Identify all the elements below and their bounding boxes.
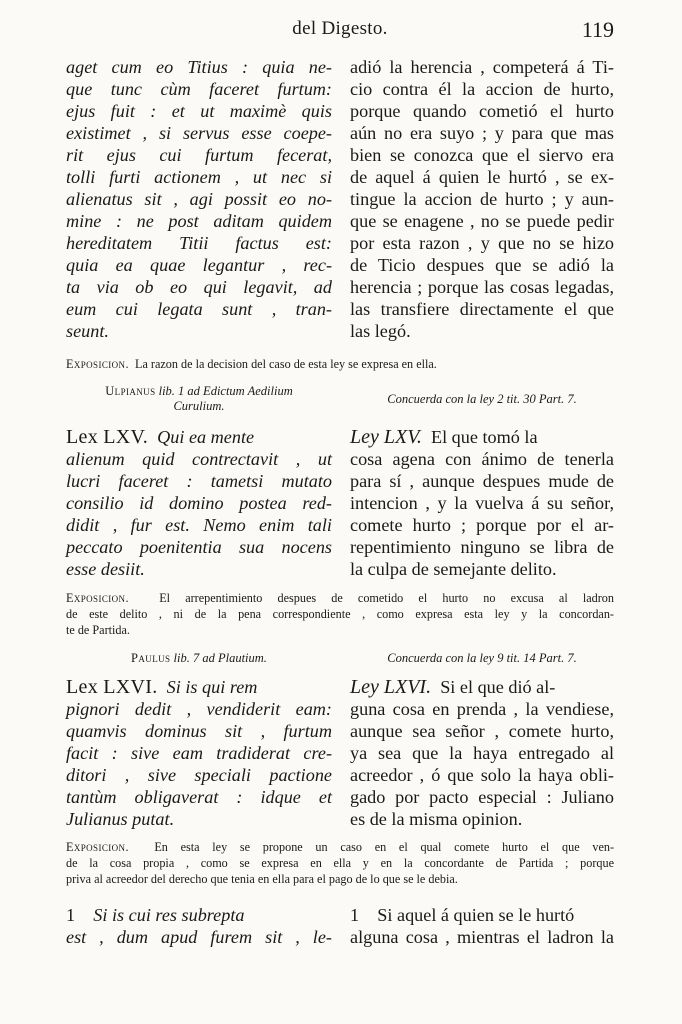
latin-line: pignori dedit , vendiderit eam: xyxy=(66,699,332,719)
source-citation-spanish: Concuerda con la ley 2 tit. 30 Part. 7. xyxy=(387,392,577,406)
exposition-label: Exposicion. xyxy=(66,840,129,854)
exposition-line: priva al acreedor del derecho que tenia en ella para el pago de lo que se le debia. xyxy=(66,872,458,886)
latin-line: aget cum eo Titius : quia ne- xyxy=(66,57,332,77)
spanish-line: guna cosa en prenda , la vendiese, xyxy=(350,699,614,719)
spanish-line: cio contra él la accion de hurto, xyxy=(350,79,614,99)
spanish-line: ya sea que la haya entregado al xyxy=(350,743,614,763)
latin-line: Lex LXVI. Si is qui rem xyxy=(66,676,258,698)
spanish-line: cosa agena con ánimo de tenerla xyxy=(350,449,614,469)
spanish-line: de Ticio despues que se adió la xyxy=(350,255,614,275)
spanish-line: para sí , aunque despues mude de xyxy=(350,471,614,491)
latin-column-paragraph-1 xyxy=(66,904,332,948)
spanish-line: las transfiere directamente el que xyxy=(350,299,614,319)
lex-label: Lex LXV. xyxy=(66,426,149,448)
latin-line: que tunc cùm faceret furtum: xyxy=(66,79,332,99)
spanish-line: que se enagene , no se puede pedir xyxy=(350,211,614,231)
latin-line: ditori , sive speciali pactione xyxy=(66,765,332,785)
ley-label: Ley LXV. xyxy=(350,426,422,448)
spanish-line: por esta razon , y que no se hizo xyxy=(350,233,614,253)
latin-line: ejus fuit : et ut maximè quis xyxy=(66,101,332,121)
source-citation-latin: Ulpianus lib. 1 ad Edictum Aedilium Curulium. xyxy=(105,384,293,413)
exposition-note xyxy=(66,839,614,887)
spanish-line: acreedor , ó que solo la haya obli- xyxy=(350,765,614,785)
spanish-column-ley-65 xyxy=(350,426,614,580)
latin-line: tolli furti actionem , ut nec si xyxy=(66,167,332,187)
spanish-line: alguna cosa , mientras el ladron la xyxy=(350,927,614,947)
latin-line: facit : sive eam tradiderat cre- xyxy=(66,743,332,763)
lex-label: Lex LXVI. xyxy=(66,676,158,698)
spanish-line: adió la herencia , competerá á Ti- xyxy=(350,57,614,77)
latin-line: Lex LXV. Qui ea mente xyxy=(66,426,255,448)
latin-line: Julianus putat. xyxy=(66,809,175,829)
latin-line: mine : ne post aditam quidem xyxy=(66,211,332,231)
paragraph-number: 1 xyxy=(350,905,360,925)
spanish-column-ley-66 xyxy=(350,676,614,830)
spanish-column-paragraph-1 xyxy=(350,904,614,948)
exposition-line: de este delito , ni de la pena correspondiente , como expresa esta ley y la concordan- xyxy=(66,607,614,621)
spanish-line: es de la misma opinion. xyxy=(350,809,523,829)
source-citation-spanish: Concuerda con la ley 9 tit. 14 Part. 7. xyxy=(387,651,577,665)
spanish-line: aún no era suyo ; y para que mas xyxy=(350,123,614,143)
page-header xyxy=(66,18,614,46)
exposition-line: Exposicion. La razon de la decision del caso de esta ley se expresa en ella. xyxy=(66,357,437,371)
spanish-line: aunque sea señor , comete hurto, xyxy=(350,721,614,741)
latin-line: didit , fur est. Nemo enim tali xyxy=(66,515,332,535)
page-number: 119 xyxy=(581,17,614,42)
exposition-line: te de Partida. xyxy=(66,623,130,637)
exposition-line: de la cosa propia , como se expresa en ella y en la concordante de Partida ; porque xyxy=(66,856,614,870)
latin-column-lex-66 xyxy=(66,676,332,830)
source-citation-latin: Paulus lib. 7 ad Plautium. xyxy=(131,651,267,665)
spanish-line: herencia ; porque las cosas legadas, xyxy=(350,277,614,297)
latin-line: quamvis dominus sit , furtum xyxy=(66,721,332,741)
spanish-line: 1 Si aquel á quien se le hurtó xyxy=(350,905,575,925)
latin-line: rit ejus cui furtum fecerat, xyxy=(66,145,332,165)
spanish-column-continuation xyxy=(350,56,614,342)
latin-line: alienum quid contrectavit , ut xyxy=(66,449,332,469)
source-author: Paulus xyxy=(131,651,171,665)
latin-line: consilio id domino postea red- xyxy=(66,493,332,513)
spanish-line: bien se conozca que el siervo era xyxy=(350,145,614,165)
latin-line: 1 Si is cui res subrepta xyxy=(66,905,245,925)
exposition-note xyxy=(66,356,614,372)
paragraph-number: 1 xyxy=(66,905,76,925)
exposition-line: Exposicion. El arrepentimiento despues de cometido el hurto no excusa al ladron xyxy=(66,591,614,605)
exposition-label: Exposicion. xyxy=(66,591,129,605)
spanish-line: porque quando cometió el hurto xyxy=(350,101,614,121)
latin-column-continuation xyxy=(66,56,332,342)
latin-line: existimet , si servus esse coepe- xyxy=(66,123,332,143)
spanish-line: la culpa de semejante delito. xyxy=(350,559,557,579)
spanish-line: las legó. xyxy=(350,321,411,341)
exposition-label: Exposicion. xyxy=(66,357,129,371)
source-author: Ulpianus xyxy=(105,384,156,398)
latin-line: esse desiit. xyxy=(66,559,145,579)
spanish-line: Ley LXV. El que tomó la xyxy=(350,426,538,448)
spanish-line: de aquel á quien le hurtó , se ex- xyxy=(350,167,614,187)
spanish-line: repentimiento ninguno se libra de xyxy=(350,537,614,557)
latin-line: ta via ob eo qui legavit, ad xyxy=(66,277,332,297)
exposition-note xyxy=(66,590,614,638)
latin-line: hereditatem Titii factus est: xyxy=(66,233,332,253)
latin-column-lex-65 xyxy=(66,426,332,580)
latin-line: tantùm obligaverat : idque et xyxy=(66,787,332,807)
latin-line: alienatus sit , agi possit eo no- xyxy=(66,189,332,209)
latin-line: quia ea quae legantur , rec- xyxy=(66,255,332,275)
exposition-line: Exposicion. En esta ley se propone un caso en el qual comete hurto el que ven- xyxy=(66,840,614,854)
latin-line: peccato poenitentia sua nocens xyxy=(66,537,332,557)
book-page xyxy=(66,0,614,1024)
latin-line: lucri faceret : tametsi mutato xyxy=(66,471,332,491)
spanish-line: tingue la accion de hurto ; y aun- xyxy=(350,189,614,209)
spanish-line: comete hurto ; porque por el ar- xyxy=(350,515,614,535)
spanish-line: intencion , y la vuelva á su señor, xyxy=(350,493,614,513)
spanish-line: Ley LXVI. Si el que dió al- xyxy=(350,676,556,698)
running-title: del Digesto. xyxy=(292,18,388,39)
latin-line: eum cui legata sunt , tran- xyxy=(66,299,332,319)
latin-line: est , dum apud furem sit , le- xyxy=(66,927,332,947)
spanish-line: gado por pacto especial : Juliano xyxy=(350,787,614,807)
ley-label: Ley LXVI. xyxy=(350,676,432,698)
latin-line: seunt. xyxy=(66,321,109,341)
